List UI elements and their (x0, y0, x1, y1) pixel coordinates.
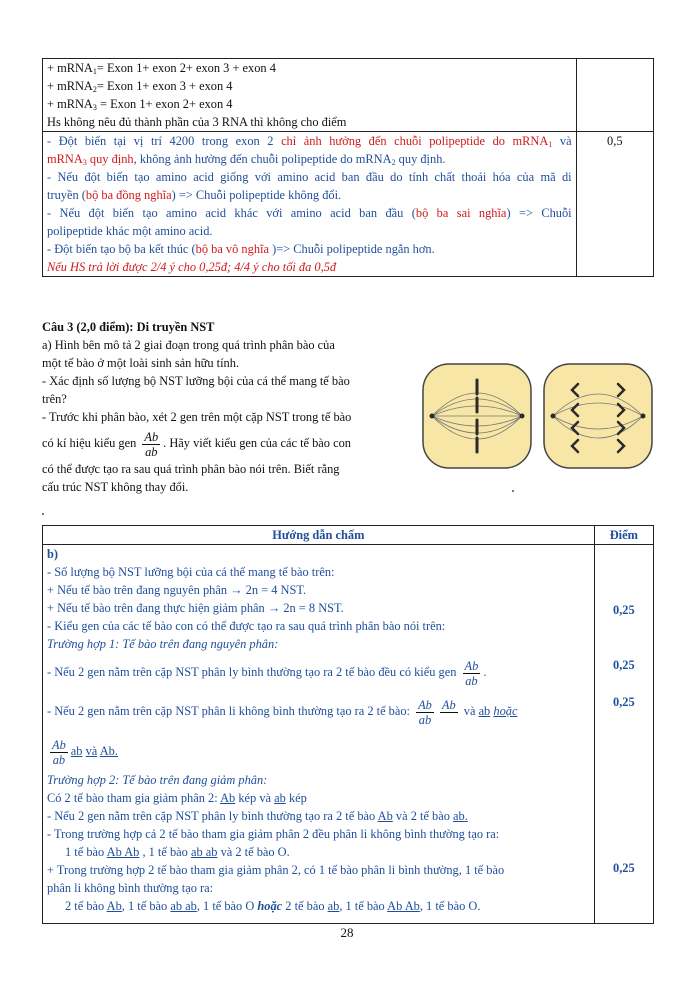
text-line: - Trong trường hợp cả 2 tế bào tham gia giảm phân 2 đều phân li không bình thường tạo ra: (47, 827, 500, 841)
text-line: - Nếu 2 gen nằm trên cặp NST phân li không bình thường tạo ra 2 tế bào: $\frac{Ab}{ab}$ Ab và ab hoặc (47, 697, 518, 727)
grading-table (42, 525, 654, 924)
mrna-cell (43, 59, 577, 132)
genotype-line: có kí hiệu kiểu gen $\frac{Ab}{ab}$ . Hãy viết kiểu gen của các tế bào con (42, 429, 351, 459)
text-line: + mRNA$_2$= Exon 1+ exon 3 + exon 4 (47, 79, 233, 94)
text-line: polipeptide khác một amino acid. (47, 224, 213, 238)
text-line: phân li không bình thường tạo ra: (47, 881, 214, 895)
text-line: một tế bào ở một loài sinh sản hữu tính. (42, 356, 240, 370)
score-cell (576, 59, 653, 132)
mutation-cell (43, 132, 577, 277)
genotype-fraction: Ab (441, 697, 456, 712)
text-line: - Đột biến tại vị trí 4200 trong exon 2 chỉ ảnh hưởng đến chuỗi polipeptide do mRNA$_1$ và (47, 134, 572, 149)
text-line: - Nếu 2 gen nằm trên cặp NST phân ly bình thường tạo ra 2 tế bào đều có kiểu gen $\frac{Ab}{ab}$ . (47, 658, 487, 688)
text-line: + mRNA$_3$ = Exon 1+ exon 2+ exon 4 (47, 97, 233, 112)
text-line: 1 tế bào Ab Ab , 1 tế bào ab ab và 2 tế bào O. (65, 845, 290, 859)
guide-cell (43, 545, 595, 924)
stray-dot (42, 513, 44, 515)
text-line: - Nếu đột biến tạo amino acid giống với amino acid ban đầu do tính chất thoái hóa của mã di (47, 170, 572, 184)
header-score: Điểm (594, 526, 653, 545)
case-heading: Trường hợp 1: Tế bào trên đang nguyên phân: (47, 637, 279, 651)
question-3 (42, 318, 392, 496)
table-row (43, 545, 654, 924)
text-line: 2 tế bào Ab, 1 tế bào ab ab, 1 tế bào O hoặc 2 tế bào ab, 1 tế bào Ab Ab, 1 tế bào O. (65, 899, 481, 913)
text-line: + Nếu tế bào trên đang thực hiện giảm phân → 2n = 8 NST. (47, 601, 344, 615)
stray-dot (512, 490, 514, 492)
score-value: 0,25 (613, 695, 635, 709)
genotype-fraction: $\frac{Ab}{ab}$ (52, 737, 66, 767)
scoring-note: Nếu HS trả lời được 2/4 ý cho 0,25đ; 4/4 ý cho tối đa 0,5đ (47, 260, 337, 274)
part-label: b) (47, 547, 59, 561)
text-line: - Đột biến tạo bộ ba kết thúc (bộ ba vô nghĩa )=> Chuỗi polipeptide ngắn hơn. (47, 242, 435, 256)
genotype-fraction: $\frac{Ab}{ab}$ (144, 429, 159, 459)
text-line: trên? (42, 392, 67, 406)
answer-table-top (42, 58, 654, 277)
score-column (594, 545, 653, 924)
cell-anaphase (544, 364, 652, 468)
text-line: có thể được tạo ra sau quá trình phân bào nói trên. Biết rằng (42, 462, 340, 476)
text-line: - Trước khi phân bào, xét 2 gen trên một cặp NST trong tế bào (42, 410, 352, 424)
genotype-fraction: $\frac{Ab}{ab}$ (464, 658, 479, 688)
case-heading: Trường hợp 2: Tế bào trên đang giảm phân: (47, 773, 268, 787)
score-value: 0,25 (613, 603, 635, 617)
table-header-row (43, 526, 654, 545)
text-line: $\frac{Ab}{ab}$ ab và Ab. (52, 737, 118, 767)
header-guide: Hướng dẫn chấm (43, 526, 595, 545)
genotype-fraction: $\frac{Ab}{ab}$ (418, 697, 432, 727)
text-line: cấu trúc NST không thay đổi. (42, 480, 189, 494)
text-line: + mRNA$_1$= Exon 1+ exon 2+ exon 3 + exon 4 (47, 61, 276, 76)
text-line: a) Hình bên mô tả 2 giai đoạn trong quá trình phân bào của (42, 338, 335, 352)
text-line: mRNA$_3$ quy định, không ảnh hưởng đến chuỗi polipeptide do mRNA$_2$ quy định. (47, 152, 446, 167)
text-line: + Trong trường hợp 2 tế bào tham gia giảm phân 2, có 1 tế bào phân li bình thường, 1 tế bào (47, 863, 505, 877)
text-line: - Nếu 2 gen nằm trên cặp NST phân ly bình thường tạo ra 2 tế bào Ab và 2 tế bào ab. (47, 809, 468, 823)
text-line: - Xác định số lượng bộ NST lưỡng bội của cá thể mang tế bào (42, 374, 350, 388)
text-line: truyền (bộ ba đồng nghĩa) => Chuỗi polipeptide không đổi. (47, 188, 342, 202)
text-line: - Nếu đột biến tạo amino acid khác với amino acid ban đầu (bộ ba sai nghĩa) => Chuỗi (47, 206, 572, 220)
table-row (43, 59, 654, 132)
text-line: + Nếu tế bào trên đang nguyên phân → 2n = 4 NST. (47, 583, 307, 597)
text-line: Hs không nêu đủ thành phần của 3 RNA thì không cho điểm (47, 115, 347, 129)
cell-division-illustration (420, 360, 655, 472)
question-title: Câu 3 (2,0 điểm): Di truyền NST (42, 320, 215, 334)
page-number: 28 (340, 925, 354, 940)
cell-metaphase (423, 364, 531, 468)
score-value: 0,25 (613, 658, 635, 672)
score-cell: 0,5 (576, 132, 653, 277)
text-line: - Số lượng bộ NST lưỡng bội của cá thể mang tế bào trên: (47, 565, 335, 579)
table-row (43, 132, 654, 277)
score-value: 0,25 (613, 861, 635, 875)
text-line: Có 2 tế bào tham gia giảm phân 2: Ab kép và ab kép (47, 791, 307, 805)
text-line: - Kiểu gen của các tế bào con có thể được tạo ra sau quá trình phân bào nói trên: (47, 619, 446, 633)
